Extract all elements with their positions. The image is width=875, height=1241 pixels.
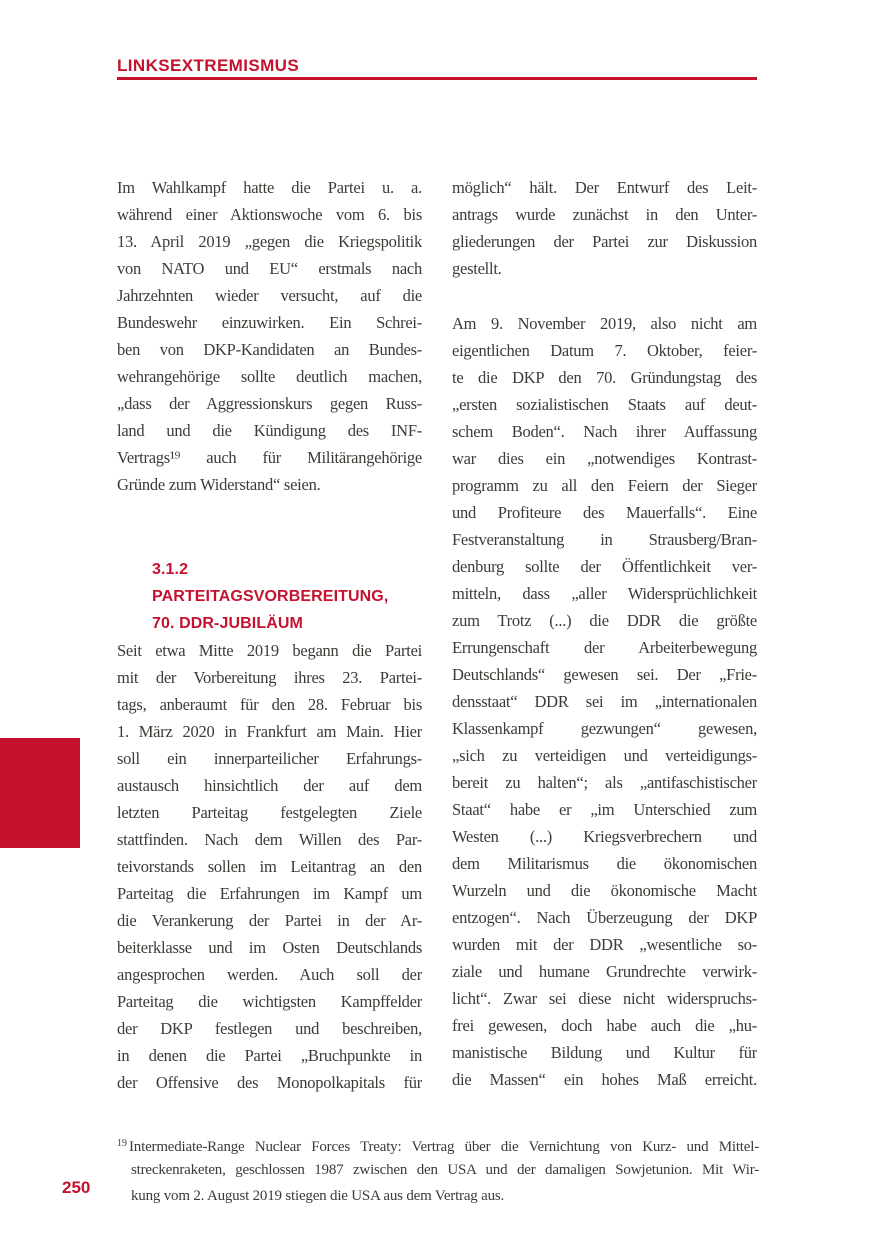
text-line: und Profiteure des Mauerfalls“. Eine: [452, 503, 757, 522]
text-line: Seit etwa Mitte 2019 begann die Partei: [117, 641, 422, 660]
text-line: während einer Aktionswoche vom 6. bis: [117, 205, 422, 224]
text-line: manistische Bildung und Kultur für: [452, 1043, 757, 1062]
margin-marker-block: [0, 738, 80, 848]
text-line: Am 9. November 2019, also nicht am: [452, 314, 757, 333]
text-line: Klassenkampf gezwungen“ gewesen,: [452, 719, 757, 738]
text-line: 1. März 2020 in Frankfurt am Main. Hier: [117, 722, 422, 741]
text-line: stattfinden. Nach dem Willen des Par-: [117, 830, 422, 849]
text-line: Parteitag die Erfahrungen im Kampf um: [117, 884, 422, 903]
text-line: Staat“ habe er „im Unterschied zum: [452, 800, 757, 819]
section-number: 3.1.2: [152, 561, 189, 578]
text-line: wehrangehörige sollte deutlich machen,: [117, 367, 422, 386]
text-line: bereit zu halten“; als „antifaschistischer: [452, 773, 757, 792]
text-line: licht“. Zwar sei diese nicht widerspruchs-: [452, 989, 757, 1008]
text-line: beiterklasse und im Osten Deutschlands: [117, 938, 422, 957]
text-line: wurden mit der DDR „wesentliche so-: [452, 935, 757, 954]
text-line: densstaat“ DDR sei im „internationalen: [452, 692, 757, 711]
text-line: Im Wahlkampf hatte die Partei u. a.: [117, 178, 422, 197]
text-line: land und die Kündigung des INF-: [117, 421, 422, 440]
page-number: 250: [62, 1178, 91, 1197]
text-line: tags, anberaumt für den 28. Februar bis: [117, 695, 422, 714]
text-line: streckenraketen, geschlossen 1987 zwischen den USA und der damaligen Sowjetunion. Mit Wir-: [131, 1162, 759, 1178]
text-line: von NATO und EU“ erstmals nach: [117, 259, 422, 278]
text-line: zum Trotz (...) die DDR die größte: [452, 611, 757, 630]
text-line: Vertrags¹⁹ auch für Militärangehörige: [117, 448, 422, 467]
text-line: antrags wurde zunächst in den Unter-: [452, 205, 757, 224]
text-line: $^{19}$ Intermediate-Range Nuclear Forces Treaty: Vertrag über die Vernichtung von Kurz- und Mittel-: [117, 1138, 759, 1155]
text-line: ben von DKP-Kandidaten an Bundes-: [117, 340, 422, 359]
text-line: „ersten sozialistischen Staats auf deut-: [452, 395, 757, 414]
text-line: schem Boden“. Nach ihrer Auffassung: [452, 422, 757, 441]
text-line: entzogen“. Nach Überzeugung der DKP: [452, 908, 757, 927]
text-line: austausch hinsichtlich der auf dem: [117, 776, 422, 795]
text-line: Deutschlands“ gewesen sei. Der „Frie-: [452, 665, 757, 684]
section-title-line1: PARTEITAGSVORBEREITUNG,: [152, 588, 389, 605]
text-line: Westen (...) Kriegsverbrechern und: [452, 827, 757, 846]
text-line: gestellt.: [452, 259, 502, 278]
header-rule: [117, 77, 757, 80]
text-line: in denen die Partei „Bruchpunkte in: [117, 1046, 422, 1065]
text-line: Errungenschaft der Arbeiterbewegung: [452, 638, 757, 657]
text-line: mitteln, dass „aller Widersprüchlichkeit: [452, 584, 757, 603]
text-line: soll ein innerparteilicher Erfahrungs-: [117, 749, 422, 768]
text-line: Gründe zum Widerstand“ seien.: [117, 475, 321, 494]
text-line: eigentlichen Datum 7. Oktober, feier-: [452, 341, 757, 360]
chapter-header: LINKSEXTREMISMUS: [117, 56, 300, 75]
paragraph: [117, 174, 422, 498]
text-line: die Massen“ ein hohes Maß erreicht.: [452, 1070, 757, 1089]
text-line: letzten Parteitag festgelegten Ziele: [117, 803, 422, 822]
text-line: ziale und humane Grundrechte verwirk-: [452, 962, 757, 981]
text-line: Festveranstaltung in Strausberg/Bran-: [452, 530, 757, 549]
text-line: der DKP festlegen und beschreiben,: [117, 1019, 422, 1038]
text-line: frei gewesen, doch habe auch die „hu-: [452, 1016, 757, 1035]
text-line: mit der Vorbereitung ihres 23. Partei-: [117, 668, 422, 687]
text-line: angesprochen werden. Auch soll der: [117, 965, 422, 984]
text-line: Wurzeln und die ökonomische Macht: [452, 881, 757, 900]
text-line: gliederungen der Partei zur Diskussion: [452, 232, 757, 251]
paragraph: [452, 310, 757, 1093]
text-line: „dass der Aggressionskurs gegen Russ-: [117, 394, 422, 413]
right-column: [452, 174, 757, 1093]
section-title-line2: 70. DDR-JUBILÄUM: [152, 615, 303, 632]
text-line: Jahrzehnten wieder versucht, auf die: [117, 286, 422, 305]
text-line: Parteitag die wichtigsten Kampffelder: [117, 992, 422, 1011]
text-line: die Verankerung der Partei in der Ar-: [117, 911, 422, 930]
text-line: 13. April 2019 „gegen die Kriegspolitik: [117, 232, 422, 251]
footnote-marker: 19: [117, 1138, 127, 1149]
text-line: der Offensive des Monopolkapitals für: [117, 1073, 422, 1092]
text-line: denburg sollte der Öffentlichkeit ver-: [452, 557, 757, 576]
text-line: möglich“ hält. Der Entwurf des Leit-: [452, 178, 757, 197]
text-line: teivorstands sollen im Leitantrag an den: [117, 857, 422, 876]
text-line: Bundeswehr einzuwirken. Ein Schrei-: [117, 313, 422, 332]
text-line: te die DKP den 70. Gründungstag des: [452, 368, 757, 387]
text-line: programm zu all den Feiern der Sieger: [452, 476, 757, 495]
text-line: kung vom 2. August 2019 stiegen die USA aus dem Vertrag aus.: [131, 1188, 505, 1204]
left-column: [117, 174, 422, 1096]
section-heading: [117, 556, 422, 637]
text-line: „sich zu verteidigen und verteidigungs-: [452, 746, 757, 765]
footnote: [117, 1131, 759, 1209]
paragraph: [117, 637, 422, 1096]
paragraph: [452, 174, 757, 282]
text-line: war dies ein „notwendiges Kontrast-: [452, 449, 757, 468]
text-line: dem Militarismus die ökonomischen: [452, 854, 757, 873]
